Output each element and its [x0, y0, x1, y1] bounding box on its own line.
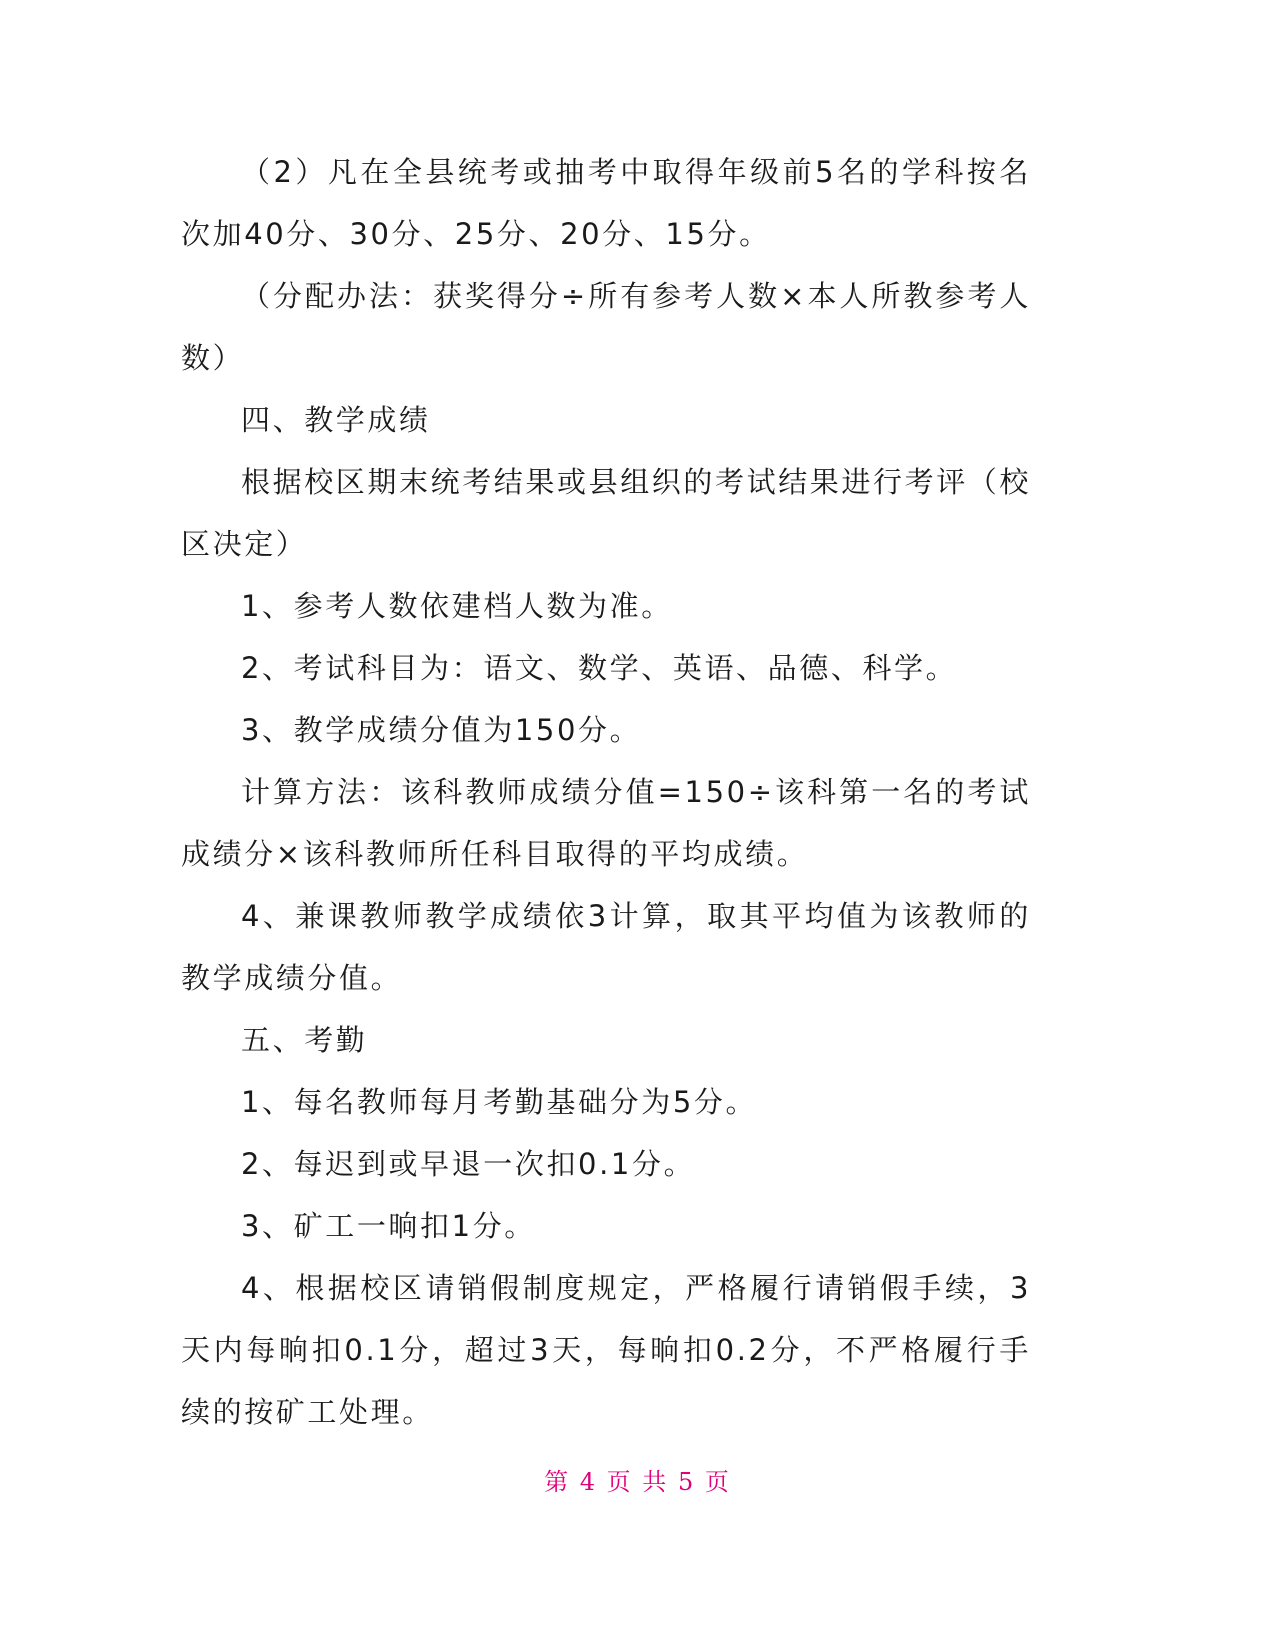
current-page-number: 4 — [579, 1468, 598, 1496]
paragraph-evaluation-basis: 根据校区期末统考结果或县组织的考试结果进行考评（校区决定） — [181, 465, 1032, 561]
page-label-suffix: 页 — [704, 1468, 731, 1496]
list-item-subjects: 2、考试科目为：语文、数学、英语、品德、科学。 — [241, 651, 958, 685]
list-item-absence: 3、矿工一晌扣1分。 — [241, 1209, 536, 1243]
page-label-mid: 页 共 — [606, 1468, 669, 1496]
section-heading-attendance: 五、考勤 — [241, 1023, 368, 1057]
paragraph-distribution-method: （分配办法：获奖得分÷所有参考人数×本人所教参考人数） — [181, 279, 1031, 375]
list-item-participants: 1、参考人数依建档人数为准。 — [241, 589, 673, 623]
list-item-part-time-teachers: 4、兼课教师教学成绩依3计算，取其平均值为该教师的教学成绩分值。 — [181, 899, 1031, 995]
page-label-prefix: 第 — [544, 1468, 571, 1496]
section-heading-teaching-results: 四、教学成绩 — [241, 403, 431, 437]
page-number-footer — [0, 1466, 1275, 1498]
list-item-late-early: 2、每迟到或早退一次扣0.1分。 — [241, 1147, 696, 1181]
paragraph-calculation-method: 计算方法：该科教师成绩分值=150÷该科第一名的考试成绩分×该科教师所任科目取得的平均成绩。 — [181, 775, 1031, 871]
list-item-attendance-base: 1、每名教师每月考勤基础分为5分。 — [241, 1085, 758, 1119]
document-body — [181, 141, 1031, 1443]
total-page-count: 5 — [677, 1468, 696, 1496]
paragraph-ranking-bonus: （2）凡在全县统考或抽考中取得年级前5名的学科按名次加40分、30分、25分、20分、15分。 — [181, 155, 1031, 251]
list-item-score-value: 3、教学成绩分值为150分。 — [241, 713, 642, 747]
list-item-leave-policy: 4、根据校区请销假制度规定，严格履行请销假手续，3天内每晌扣0.1分，超过3天，每晌扣0.2分，不严格履行手续的按矿工处理。 — [181, 1271, 1031, 1429]
